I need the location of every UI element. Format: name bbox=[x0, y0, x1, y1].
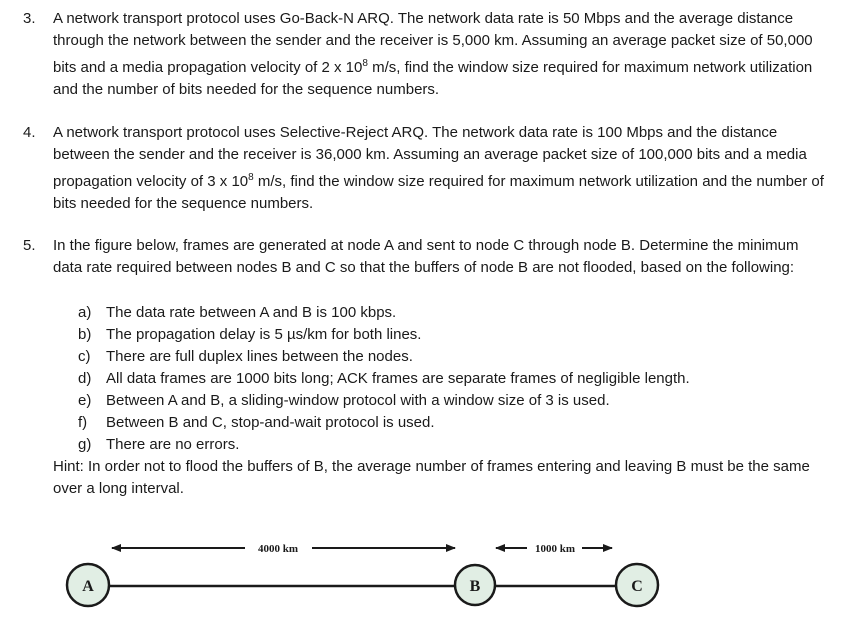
node-b bbox=[455, 565, 495, 605]
question-text: A network transport protocol uses Go-Back-N ARQ. The network data rate is 50 Mbps and the average distance through the network between the sender and the receiver is 5,000 km. Assuming an average packet size of 50,000 bits and a media propagation velocity of 2 x $10^8$ m/s, find the window size required for maximum network utilization and the number of bits needed for the sequence numbers. bbox=[53, 10, 813, 99]
node-label-a: A bbox=[82, 578, 94, 595]
exponent: 8 bbox=[248, 171, 254, 183]
distance-label-bc: 1000 km bbox=[534, 543, 576, 555]
question-number: 3. bbox=[23, 10, 36, 27]
node-label-c: C bbox=[631, 578, 643, 595]
exponent: 8 bbox=[362, 57, 368, 69]
list-item: f) Between B and C, stop-and-wait protocol is used. bbox=[78, 414, 435, 431]
question-text: A network transport protocol uses Selective-Reject ARQ. The network data rate is 100 Mbps and the distance between the sender and the receiver is 36,000 km. Assuming an average packet size of 100,000 bits and a media propagation velocity of 3 x $10^8$ m/s, find the window size required for maximum network utilization and the number of bits needed for the sequence numbers. bbox=[53, 124, 824, 213]
list-item: g) There are no errors. bbox=[78, 436, 240, 453]
list-item: a) The data rate between A and B is 100 kbps. bbox=[78, 304, 397, 321]
node-c bbox=[616, 564, 658, 606]
list-item: b) The propagation delay is 5 µs/km for both lines. bbox=[78, 326, 422, 343]
list-item: c) There are full duplex lines between the nodes. bbox=[78, 348, 413, 365]
list-item: e) Between A and B, a sliding-window protocol with a window size of 3 is used. bbox=[78, 392, 610, 409]
question-number: 4. bbox=[23, 124, 36, 141]
question-number: 5. bbox=[23, 237, 36, 254]
distance-label-ab: 4000 km bbox=[257, 543, 299, 555]
node-a bbox=[67, 564, 109, 606]
question-text: In the figure below, frames are generated at node A and sent to node C through node B. Determine the minimum data rate required between nodes B and C so that the buffers of node B are not flooded, based on the following: bbox=[53, 237, 799, 277]
list-item: d) All data frames are 1000 bits long; ACK frames are separate frames of negligible length. bbox=[78, 370, 690, 387]
hint-text: Hint: In order not to flood the buffers of B, the average number of frames entering and leaving B must be the same over a long interval. bbox=[53, 458, 810, 498]
node-label-b: B bbox=[469, 578, 481, 595]
